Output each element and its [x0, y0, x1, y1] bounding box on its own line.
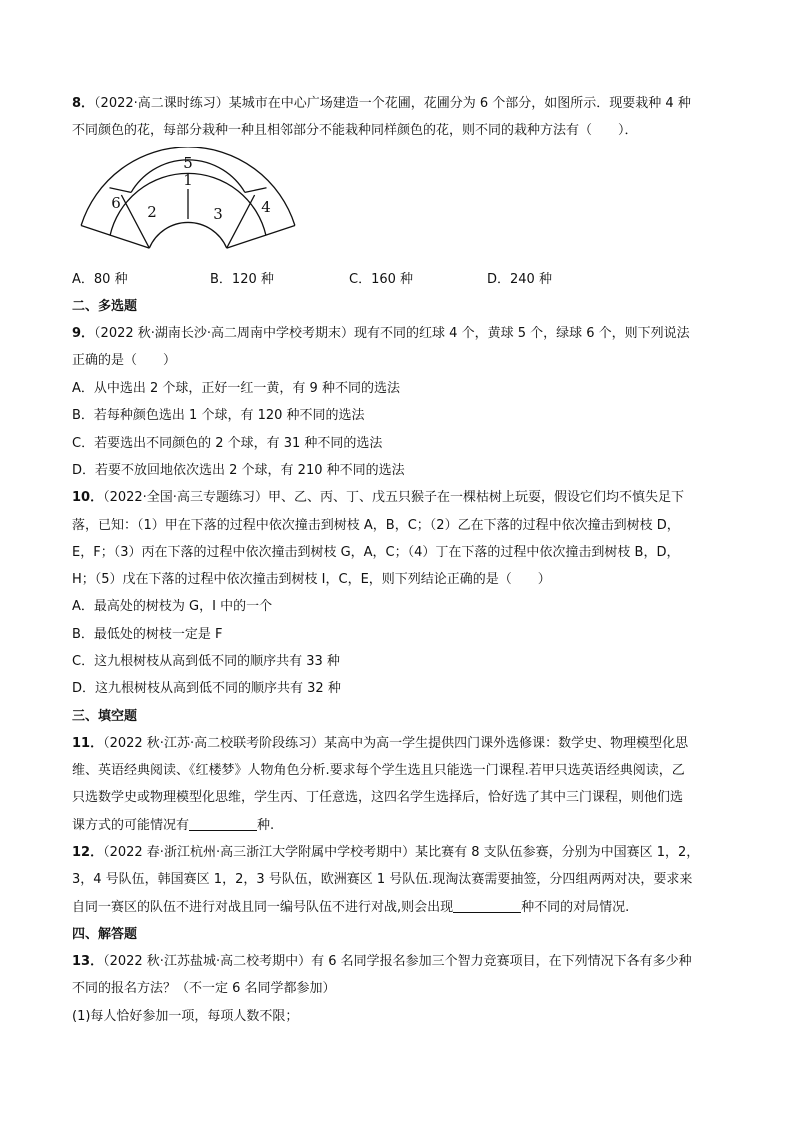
q12-answer-blank[interactable]	[453, 899, 521, 913]
q11-source: （2022 秋·江苏·高二校联考阶段练习）	[103, 736, 325, 751]
figure-label-6: 6	[111, 194, 121, 212]
q11-tail: 种.	[257, 818, 275, 833]
q12-source: （2022 春·浙江杭州·高三浙江大学附属中学校考期中）	[103, 845, 416, 860]
q9-option-a: A．从中选出 2 个球，正好一红一黄，有 9 种不同的选法	[72, 381, 400, 396]
q10-option-c: C．这九根树枝从高到低不同的顺序共有 33 种	[72, 654, 340, 669]
q8-option-d: D．240 种	[487, 272, 552, 287]
q8-number: 8．	[72, 96, 95, 111]
q10-line-3: E，F；（3）丙在下落的过程中依次撞击到树枝 G，A，C；（4）丁在下落的过程中依次撞击到树枝 B，D，	[72, 545, 680, 560]
q8-text-1: 某城市在中心广场建造一个花圃，花圃分为 6 个部分，如图所示．现要栽种 4 种	[228, 96, 691, 111]
q8-option-b: B．120 种	[210, 272, 274, 287]
q9-option-b: B．若每种颜色选出 1 个球，有 120 种不同的选法	[72, 408, 365, 423]
figure-label-5: 5	[183, 154, 193, 172]
q13-source: （2022 秋·江苏盐城·高二校考期中）	[103, 954, 312, 969]
q13-number: 13．	[72, 954, 104, 969]
q10-line-4: H；（5）戊在下落的过程中依次撞击到树枝 I，C，E，则下列结论正确的是（ ）	[72, 572, 551, 587]
q8-source: （2022·高二课时练习）	[94, 96, 229, 111]
flower-bed-figure	[76, 147, 316, 262]
q8-option-a: A．80 种	[72, 272, 128, 287]
q11-text-1: 某高中为高一学生提供四门课外选修课：数学史、物理模型化思	[324, 736, 689, 751]
q13-subquestion-1: (1)每人恰好参加一项，每项人数不限；	[72, 1009, 299, 1024]
section-multi-choice-heading: 二、多选题	[72, 299, 138, 314]
q9-number: 9．	[72, 326, 95, 341]
figure-label-4: 4	[261, 198, 271, 216]
q13-line-1	[72, 953, 724, 970]
q12-number: 12．	[72, 845, 104, 860]
q13-text-1: 有 6 名同学报名参加三个智力竞赛项目，在下列情况下各有多少种	[311, 954, 692, 969]
q8-line-1	[72, 95, 724, 112]
q9-option-d: D．若要不放回地依次选出 2 个球，有 210 种不同的选法	[72, 463, 405, 478]
figure-label-2: 2	[147, 203, 157, 221]
q9-text-1: 现有不同的红球 4 个，黄球 5 个，绿球 6 个，则下列说法	[354, 326, 690, 341]
q12-line-1	[72, 844, 724, 861]
q9-source: （2022 秋·湖南长沙·高二周南中学校考期末）	[94, 326, 355, 341]
q10-source: （2022·全国·高三专题练习）	[103, 490, 268, 505]
q9-line-1	[72, 325, 724, 342]
q10-option-b: B．最低处的树枝一定是 F	[72, 627, 223, 642]
q9-line-2: 正确的是（ ）	[72, 353, 177, 368]
q13-line-2: 不同的报名方法？（不一定 6 名同学都参加）	[72, 981, 336, 996]
q12-tail: 种不同的对局情况.	[521, 900, 630, 915]
q8-option-c: C．160 种	[349, 272, 414, 287]
q10-number: 10．	[72, 490, 104, 505]
q11-answer-blank[interactable]	[189, 817, 257, 831]
figure-label-1: 1	[183, 171, 193, 189]
q11-line-3: 只选数学史或物理模型化思维，学生丙、丁任意选，这四名学生选择后，恰好选了其中三门课程，则他们选	[72, 790, 684, 805]
q12-line-3	[72, 899, 724, 916]
q10-line-1	[72, 489, 724, 506]
q12-text-1: 某比赛有 8 支队伍参赛，分别为中国赛区 1，2，	[415, 845, 700, 860]
q11-text-4: 课方式的可能情况有	[72, 818, 190, 833]
q10-option-a: A．最高处的树枝为 G，I 中的一个	[72, 599, 273, 614]
q11-number: 11．	[72, 736, 104, 751]
section-solution-heading: 四、解答题	[72, 927, 138, 942]
q11-line-1	[72, 735, 724, 752]
q12-text-3: 自同一赛区的队伍不进行对战且同一编号队伍不进行对战,则会出现	[72, 900, 454, 915]
q8-line-2: 不同颜色的花，每部分栽种一种且相邻部分不能栽种同样颜色的花，则不同的栽种方法有（ ）．	[72, 123, 638, 138]
section-fill-blank-heading: 三、填空题	[72, 709, 138, 724]
figure-label-3: 3	[213, 205, 223, 223]
q10-line-2: 落，已知：（1）甲在下落的过程中依次撞击到树枝 A，B，C；（2）乙在下落的过程中依次撞击到树枝 D，	[72, 518, 680, 533]
q10-text-1: 甲、乙、丙、丁、戊五只猴子在一棵枯树上玩耍，假设它们均不慎失足下	[267, 490, 684, 505]
q10-option-d: D．这九根树枝从高到低不同的顺序共有 32 种	[72, 681, 341, 696]
q11-line-4	[72, 817, 724, 834]
q9-option-c: C．若要选出不同颜色的 2 个球，有 31 种不同的选法	[72, 436, 383, 451]
q11-line-2: 维、英语经典阅读、《红楼梦》人物角色分析.要求每个学生选且只能选一门课程.若甲只选英语经典阅读，乙	[72, 763, 685, 778]
q12-line-2: 3，4 号队伍，韩国赛区 1，2，3 号队伍，欧洲赛区 1 号队伍.现淘汰赛需要抽签，分四组两两对决，要求来	[72, 872, 693, 887]
